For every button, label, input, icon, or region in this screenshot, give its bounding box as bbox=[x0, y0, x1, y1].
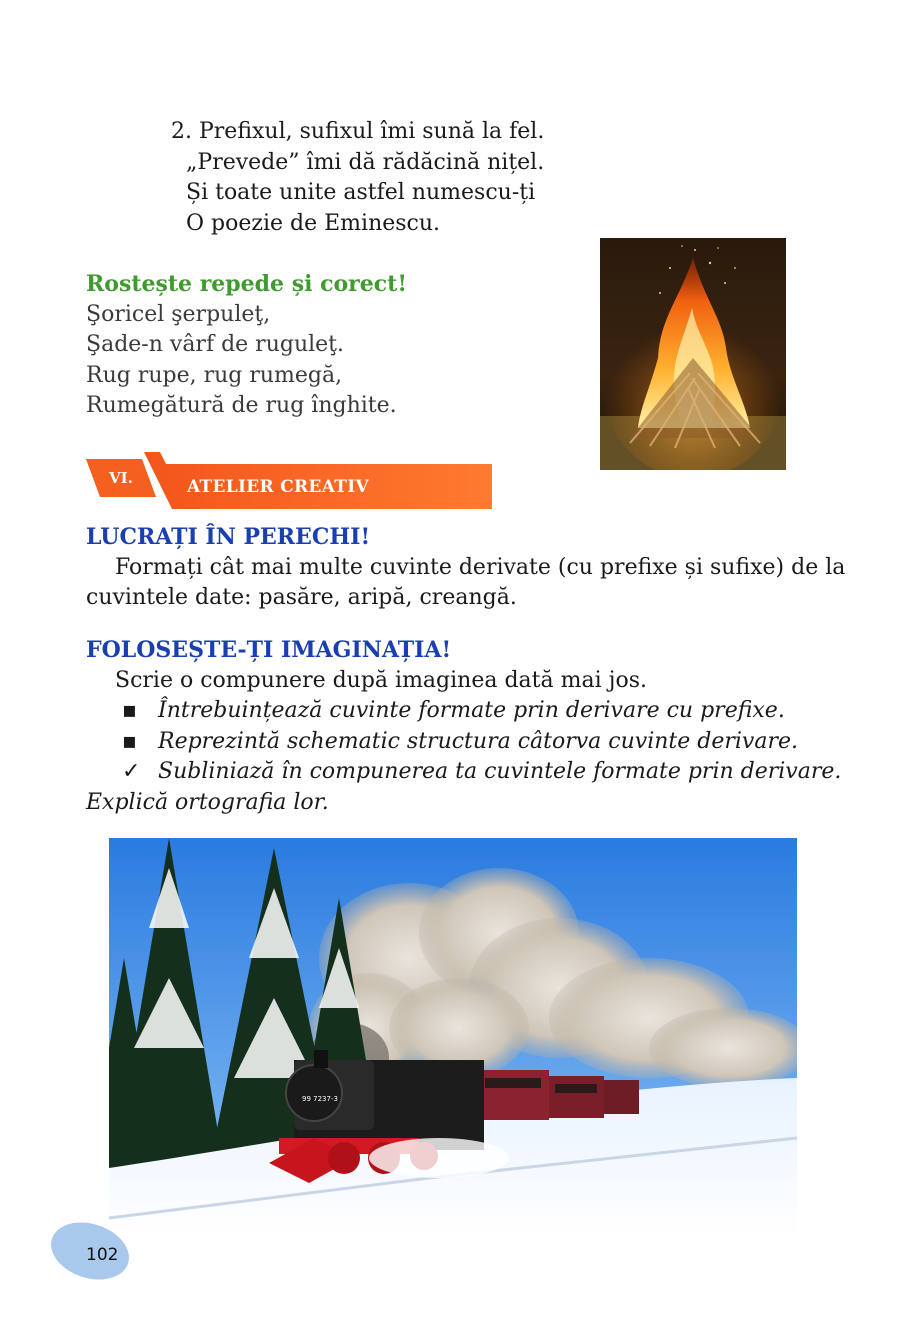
list-item bbox=[86, 727, 866, 758]
list-item-text: Întrebuințează cuvinte formate prin derivare cu prefixe. bbox=[158, 698, 785, 724]
twister-line: Rug rupe, rug rumegă, bbox=[86, 362, 343, 388]
twister-line: Şoricel şerpuleţ, bbox=[86, 301, 271, 327]
imagination-last-line: Explică ortografia lor. bbox=[86, 789, 329, 815]
list-item-text: Subliniază în compunerea ta cuvintele formate prin derivare. bbox=[158, 759, 842, 785]
pair-work-section bbox=[86, 522, 856, 614]
locomotive-number: 99 7237-3 bbox=[302, 1095, 338, 1103]
imagination-intro: Scrie o compunere după imaginea dată mai jos. bbox=[115, 667, 647, 693]
bonfire-image bbox=[600, 238, 786, 470]
imagination-section bbox=[86, 635, 866, 819]
riddle-line: O poezie de Eminescu. bbox=[186, 210, 441, 236]
task-list bbox=[86, 696, 866, 788]
riddle-line: „Prevede” îmi dă rădăcină nițel. bbox=[186, 149, 545, 175]
imagination-heading: FOLOSEȘTE-ȚI IMAGINAȚIA! bbox=[86, 637, 452, 663]
pair-work-heading: LUCRAȚI ÎN PERECHI! bbox=[86, 524, 371, 550]
tongue-twister bbox=[86, 269, 407, 422]
riddle-poem bbox=[171, 117, 544, 239]
page-number: 102 bbox=[86, 1245, 119, 1265]
square-bullet-icon: ▪ bbox=[122, 728, 137, 754]
tongue-twister-heading: Rostește repede și corect! bbox=[86, 271, 407, 297]
square-bullet-icon: ▪ bbox=[122, 698, 137, 724]
riddle-line: Și toate unite astfel numescu-ți bbox=[186, 180, 536, 206]
list-item bbox=[86, 696, 866, 727]
twister-line: Şade-n vârf de ruguleţ. bbox=[86, 332, 345, 358]
steam-train-winter-image bbox=[109, 838, 797, 1239]
banner-number: VI. bbox=[109, 469, 133, 487]
list-item bbox=[86, 757, 866, 788]
riddle-line: 2. Prefixul, sufixul îmi sună la fel. bbox=[171, 119, 545, 144]
list-item-text: Reprezintă schematic structura câtorva cuvinte derivare. bbox=[158, 728, 798, 754]
section-banner bbox=[86, 452, 492, 509]
checkmark-icon: ✓ bbox=[122, 759, 141, 785]
twister-line: Rumegătură de rug înghite. bbox=[86, 393, 397, 419]
pair-work-text: Formați cât mai multe cuvinte derivate (cu prefixe și sufixe) de la cuvintele date: pasăre, aripă, creangă. bbox=[86, 554, 846, 611]
banner-title: ATELIER CREATIV bbox=[187, 477, 369, 497]
